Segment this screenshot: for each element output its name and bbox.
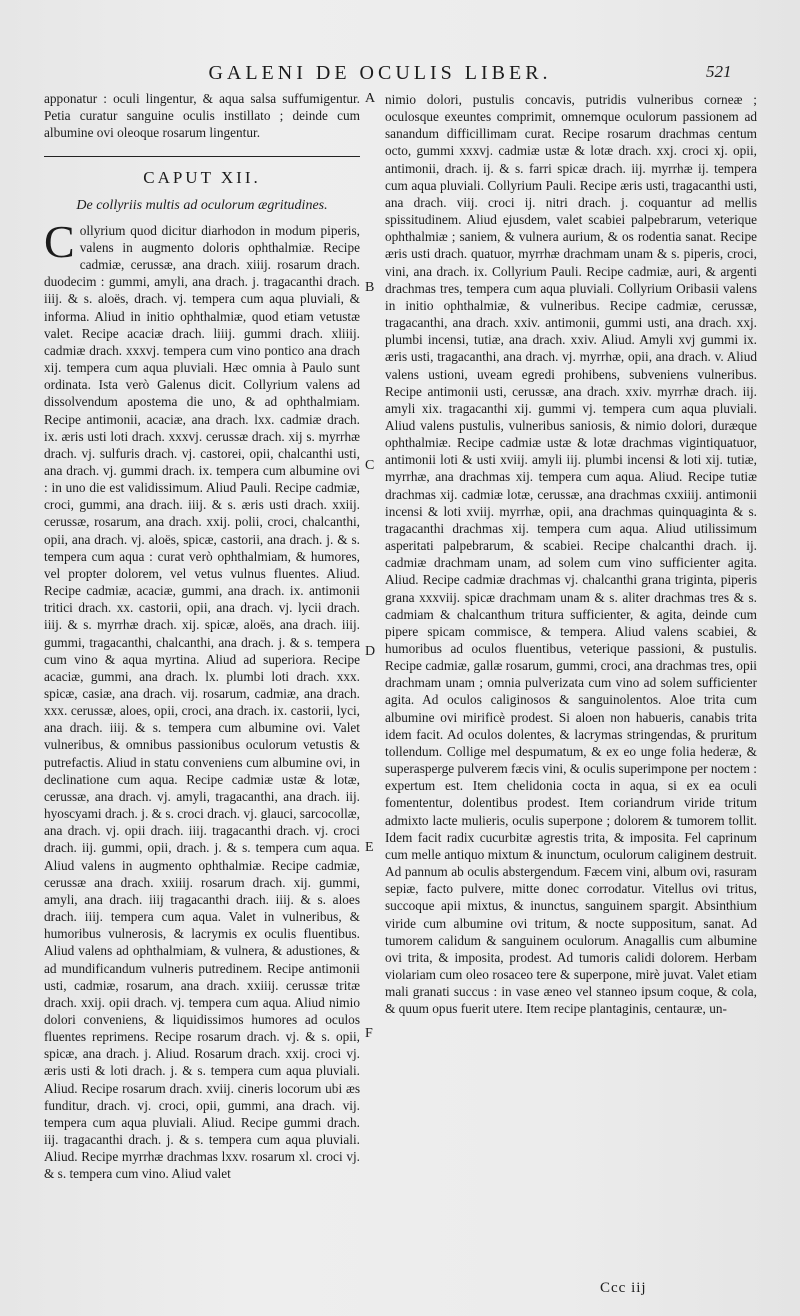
section-rule <box>44 156 360 157</box>
right-column <box>385 91 757 1017</box>
left-body-text: ollyrium quod dicitur diarhodon in modum piperis, valens in augmento doloris ophthalmiæ. Recipe cadmiæ, cerussæ, ana drach. xiiij. rosarum drach. duodecim : gummi, amyli, ana drach. j. tragacanthi drach. iiij. & s. aloës, drach. vj. tempera cum aqua pluviali, & informa. Aliud in initio ophthalmiæ, quod etiam vetustæ valet. Recipe acaciæ drach. liiij. gummi drach. xliiij. cadmiæ drach. xxxvj. tempera cum vino pontico ana drach xij. tempera cum aqua pluviali. Hæc omnia à Paulo sunt ordinata. Ista verò Galenus dicit. Collyrium valens ad dissolvendum apostema die uno, & ad ophthalmiam. Recipe antimonii, acaciæ, ana drach. lxx. cadmiæ drach. ix. æris usti loti drach. xxxvj. cerussæ drach. xij s. myrrhæ drach. vj. sulfuris drach. vj. castorei, opii, chalcanthi usti, ana drach. vj. gummi drach. ix. tempera cum albumine ovi : in uno die est validissimum. Aliud Pauli. Recipe cadmiæ, croci, gummi, ana drach. iiij. & s. æris usti drach. xxiij. cerussæ, rosarum, ana drach. xxij. polii, croci, chalcanthi, opii, ana drach. vj. aloës, spicæ, castorii, ana drach. j. & s. tempera cum aqua : curat verò ophthalmiam, & humores, vel propter dolorem, vel vetus vulnus fluentes. Aliud. Recipe cadmiæ, acaciæ, gummi, ana drach. ix. antimonii tritici drach. xx. castorii, opii, ana drach. vj. lycii drach. iiij. & s. myrrhæ drach. xij. spicæ, aloës, ana drach. iiij. gummi, tragacanthi, chalcanthi, ana drach. j. & s. tempera cum vino & aqua myrtina. Aliud ad superiora. Recipe acaciæ, gummi, ana drach. lx. plumbi loti drach. xxx. spicæ, casiæ, ana drach. vij. rosarum, cadmiæ, ana drach. xxx. cerussæ, aloes, opii, croci, ana drach. ix. castorii, lyci, ana drach. iiij. & s. tempera cum albumine ovi. Valet vulneribus, & omnibus passionibus oculorum vetustis & putrefactis. Aliud in statu conveniens cum albumine ovi, in declinatione cum aqua. Recipe cadmiæ ustæ & lotæ, cerussæ, ana drach. vj. amyli, tragacanthi, ana drach. iij. hyoscyami drach. j. & s. croci drach. vj. glauci, sarcocollæ, ana drach. vj. opii drach. iiij. tragacanthi drach. vj. croci drach. iij. gummi, opii, drach. j. & s. tempera cum aqua. Aliud valens in augmento ophthalmiæ. Recipe cadmiæ, cerussæ ana drach. xxiiij. rosarum drach. xij. gummi, amyli, ana drach. iiij tragacanthi drach. iiij. & s. aloes drach. iiij. tempera cum aqua. Valet in vulneribus, & humoribus vulnerosis, & lacrymis ex oculis fluentibus. Aliud valens ad ophthalmiam, & vulnera, & adustiones, & ad mundificandum vulneris putredinem. Recipe antimonii usti, cadmiæ, rosarum, ana drach. xxiiij. cerussæ tritæ drach. xxij. opii drach. vj. tempera cum aqua. Aliud nimio dolori conveniens, & liquidissimos humores ad oculos fluentes reprimens. Recipe rosarum drach. vj. & s. opii, spicæ, ana drach. j. Aliud. Rosarum drach. xxij. croci vj. æris usti & loti drach. j. & s. tempera cum aqua pluviali. Aliud. Recipe rosarum drach. xviij. cineris locorum ubi æs funditur, drach. vj. croci, opii, gummi, ana drach. vij. tempera cum aqua pluviali. Aliud. Recipe gummi drach. iij. tragacanthi drach. j. & s. tempera cum aqua pluviali. Aliud. Recipe myrrhæ drachmas lxxv. rosarum xl. croci vj. & s. tempera cum vino. Aliud valet <box>44 222 360 1182</box>
chapter-heading: CAPUT XII. <box>143 168 261 188</box>
right-body-text: nimio dolori, pustulis concavis, putridis vulneribus corneæ ; oculosque exeuntes comprimit, omnemque oculorum passionem ad sanandum difficillimam curat. Recipe rosarum drachmas centum octo, gummi xxxvj. cadmiæ ustæ & lotæ drach. xxj. croci xj. opii, antimonii, drach. ij. & s. farri spicæ drach. iij. myrrhæ ij. tempera cum aqua pluviali. Collyrium Pauli. Recipe æris usti, tragacanthi usti, ana drach. viij. croci ij. nitri drach. j. coquantur ad mellis spissitudinem. Aliud ejusdem, valet scabiei palpebrarum, veterique ophthalmiæ ; saniem, & vulnera aurium, & os rodentia sanat. Recipe æris usti drach. quatuor, myrrhæ drachmam unam & s. piperis, croci, vini, ana drach. ix. Collyrium Pauli. Recipe cadmiæ, auri, & argenti drachmas tres, tempera cum aqua pluviali. Collyrium Oribasii valens in initio ophthalmiæ, & vulneribus. Recipe cadmiæ, cerussæ, tragacanthi, ana drach. xxiv. antimonii, gummi usti, ana drach. xxj. plumbi incensi, tutiæ, ana drach. xxiv. Aliud. Amyli xvj gummi ix. æris usti, tragacanthi, ana drach. vj. myrrhæ, opii, ana drach. v. Aliud valens ustioni, uveam egredi prohibens, subveniens vulneribus. Recipe antimonii usti, cerussæ, ana drach. xxiv. myrrhæ drach. iij. amyli xix. tragacanthi xij. gummi vj. tempera cum aqua pluviali. Aliud valens pustulis, vulneribus saniosis, & nimio dolori, duræque ophthalmiæ. Recipe cadmiæ ustæ & lotæ drachmas vigintiquatuor, antimonii loti & usti xviij. amyli iij. plumbi incensi & loti xij. tutiæ, myrrhæ, ana drachmas xij. tempera cum aqua. Aliud. Recipe tutiæ drachmas xij. cadmiæ lotæ, cerussæ, ana drachmas cxxiiij. antimonii incensi & loti xviij. myrrhæ, opii, ana drachmas quinquaginta & s. tragacanthi drachmas xij. tempera cum aqua. Aliud utilissimum asperitati palpebrarum, & scabiei. Recipe chalcanthi drach. ij. cadmiæ drachmam unam, ad solem cum vino sufficienter agita. Aliud. Recipe cadmiæ drachmas vj. chalcanthi grana triginta, piperis grana xxxviij. spicæ drachmam unam & s. aliter drachmas tres & s. cadmiam & chalcanthum tritura sufficienter, & agita, deinde cum pipere spicam commisce, & tempera. Aliud valens scabiei, & humoribus ad oculos fluentibus, veterique passioni, & pustulis. Recipe cadmiæ, gallæ rosarum, gummi, croci, ana drachmas tres, opii drachmam unam ; omnia pulverizata cum vino ad solem sufficienter agita. Ad oculos caliginosos & sanguinolentos. Aloe trita cum albumine ovi mirificè prodest. Si aloen non habueris, canabis trita idem facit. Ad oculos dolentes, & lacrymas stringendas, & pruritum tollendum. Collige mel despumatum, & ex eo unge folia hederæ, & superasperge pulverem fæcis vini, & oculis superimpone per noctem : expertum est. Item chelidonia cocta in aqua, si ex ea oculi fomententur, dolentibus prodest. Item coriandrum viride tritum admixto lacte mulieris, oculis superpone ; dolorem & tumorem tollit. Idem facit radix cucurbitæ agrestis trita, & imposita. Fel caprinum cum melle antiquo mixtum & inunctum, oculorum caliginem destruit. Ad pannum ab oculis abstergendum. Fæcem vini, album ovi, rasuram sepiæ, facto pulvere, mitte donec corrodatur. Vitellus ovi tritus, succoque apii mixtus, & inunctus, sanguinem spargit. Absinthium viride cum albumine ovi tritum, & nocte suppositum, sanat. Ad tumorem calidum & sanguinem oculorum. Anagallis cum albumine ovi trita, & imposita, prodest. Ad tumoris calidi dolorem. Herbam violariam cum oleo rosaceo tere & superpone, mirè juvat. Valet etiam mali granati succus : in vase æneo vel stanneo ipsum coque, & cola, & quum opus fuerit utere. Item recipe plantaginis, centauræ, un- <box>385 92 757 1017</box>
left-column <box>44 90 360 1183</box>
running-head: GALENI DE OCULIS LIBER. <box>208 62 552 84</box>
opening-paragraph: apponatur : oculi lingentur, & aqua salsa suffumigentur. Petia curatur sanguine oculis instillato ; deinde cum albumine ovi oleoque rosarum lingentur. <box>44 91 360 141</box>
signature-mark: Ccc iij <box>600 1280 647 1296</box>
page-number: 521 <box>706 62 732 81</box>
chapter-body <box>44 215 360 1183</box>
drop-cap: C <box>44 215 75 267</box>
margin-marker-e: E <box>365 840 374 855</box>
margin-marker-c: C <box>365 458 375 473</box>
margin-marker-b: B <box>365 280 375 295</box>
chapter-title: De collyriis multis ad oculorum ægritudines. <box>76 197 328 213</box>
margin-marker-d: D <box>365 644 376 659</box>
margin-marker-f: F <box>365 1026 373 1041</box>
margin-marker-a: A <box>365 91 376 106</box>
